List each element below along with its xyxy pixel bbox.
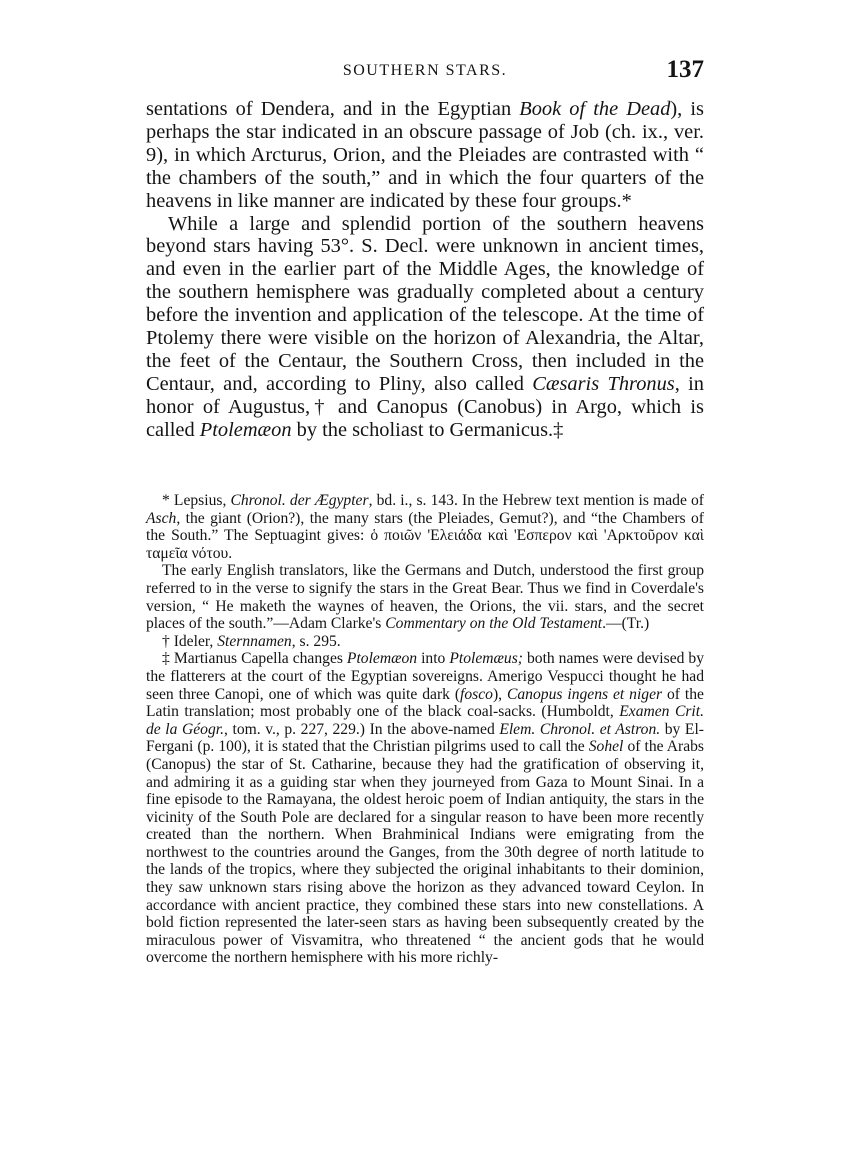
p2-italic-thronus: Cæsaris Thronus [532,372,675,395]
running-title: SOUTHERN STARS. [342,62,508,79]
fn3-text-b: into [417,650,450,668]
footnote-3 [146,650,704,967]
fn2-italic: Sternnamen [217,632,292,650]
paragraph-1 [146,98,704,213]
p2-text-a: While a large and splendid portion of the southern heavens beyond stars having 53°. S. Decl. were unknown in ancient times, and even in the earlier part of the Middle Ages, the knowledge of the southern hemisphere was gradually completed about a century before the invention and application of the telescope. At the time of Ptolemy there were visible on the horizon of Alexandria, the Altar, the feet of the Centaur, the Southern Cross, then included in the Centaur, and, according to Pliny, also called [146,212,704,395]
p2-text-b: , in honor of Augustus,† and Canopus (Canobus) in Argo, which is called [146,372,705,441]
p2-text-c: by the scholiast to Germanicus.‡ [291,418,564,441]
fn3-italic-f: Elem. Chronol. et Astron. [499,720,661,738]
fn1-text-c: , the giant (Orion?), the many stars (the Pleiades, Gemut?), and “the Chambers of the South.” The Septuagint gives: ὁ ποιῶν 'Ελειάδα καὶ 'Εσπερον καὶ 'Αρκτοῦρον καὶ ταμεῖα νότου. [146,509,704,562]
footnote-1 [146,492,704,562]
fn3-italic-e: Examen Crit. de la Géogr. [146,703,704,738]
fn3-italic-b: Ptolemæus; [449,650,523,668]
fn3-text-c: both names were devised by the flatterers at the court of the Egyptian sovereigns. Amerigo Vespucci thought he had seen three Canopi, one of which was quite dark ( [146,650,705,703]
p1-text-b: ), is perhaps the star indicated in an obscure passage of Job (ch. ix., ver. 9), in which Arcturus, Orion, and the Pleiades are contrasted with “ the chambers of the south,” and in which the four quarters of the heavens in like manner are indicated by these four groups.* [146,98,704,212]
footnotes [146,492,704,967]
fn1-text-a: * Lepsius, [162,492,231,509]
fn2-text-b: , s. 295. [291,632,341,650]
paragraph-2 [146,213,704,442]
fn1b-italic: Commentary on the Old Testament [385,615,603,633]
footnote-2 [146,633,704,651]
fn3-text-e: of the Latin translation; most probably one of the black coal-sacks. (Humboldt, [146,685,704,721]
fn1b-text-b: .—(Tr.) [602,615,650,633]
fn3-text-a: ‡ Martianus Capella changes [162,650,347,668]
p2-italic-ptolemaeon: Ptolemæon [199,418,292,441]
fn3-italic-c: fosco [460,685,493,703]
fn3-italic-d: Canopus ingens et niger [506,685,663,703]
fn3-text-d: ), [492,685,507,703]
fn3-text-g: by El-Fergani (p. 100), it is stated that the Christian pilgrims used to call the [146,720,704,756]
footnote-1-continued [146,562,704,632]
page-number: 137 [666,56,704,83]
fn3-text-h: of the Arabs (Canopus) the star of St. Catharine, because they had the gratification of observing it, and admiring it as a guiding star when they journeyed from Gaza to Mount Sinai. In a fine episode to the Ramayana, the oldest heroic poem of Indian antiquity, the stars in the vicinity of the South Pole are declared for a singular reason to have been more recently created than the northern. When Brahminical Indians were emigrating from the northwest to the countries around the Ganges, from the 30th degree of north latitude to the lands of the tropics, where they subjected the original inhabitants to their dominion, they saw unknown stars rising above the horizon as they advanced toward Ceylon. In accordance with ancient practice, they combined these stars into new constellations. A bold fiction represented the later-seen stars as having been subsequently created by the miraculous power of Visvamitra, who threatened “ the ancient gods that he would overcome the northern hemisphere with his more richly- [146,738,704,967]
fn3-italic-g: Sohel [588,738,624,756]
running-header [146,58,704,94]
p1-italic-book: Book of the Dead [519,98,671,120]
fn1-italic-b: Asch [146,509,177,527]
main-text [146,98,704,442]
p1-text-a: sentations of Dendera, and in the Egyptian [146,98,520,120]
fn3-text-f: , tom. v., p. 227, 229.) In the above-named [224,720,500,738]
fn3-italic-a: Ptolemæon [346,650,418,668]
fn2-text-a: † Ideler, [162,632,218,650]
fn1-text-b: , bd. i., s. 143. In the Hebrew text mention is made of [368,492,704,509]
fn1-italic-a: Chronol. der Ægypter [230,492,369,509]
fn1b-text-a: The early English translators, like the Germans and Dutch, understood the first group referred to in the verse to signify the stars in the Great Bear. Thus we find in Coverdale's version, “ He maketh the waynes of heaven, the Orions, the vii. stars, and the secret places of the south.”—Adam Clarke's [146,562,704,633]
